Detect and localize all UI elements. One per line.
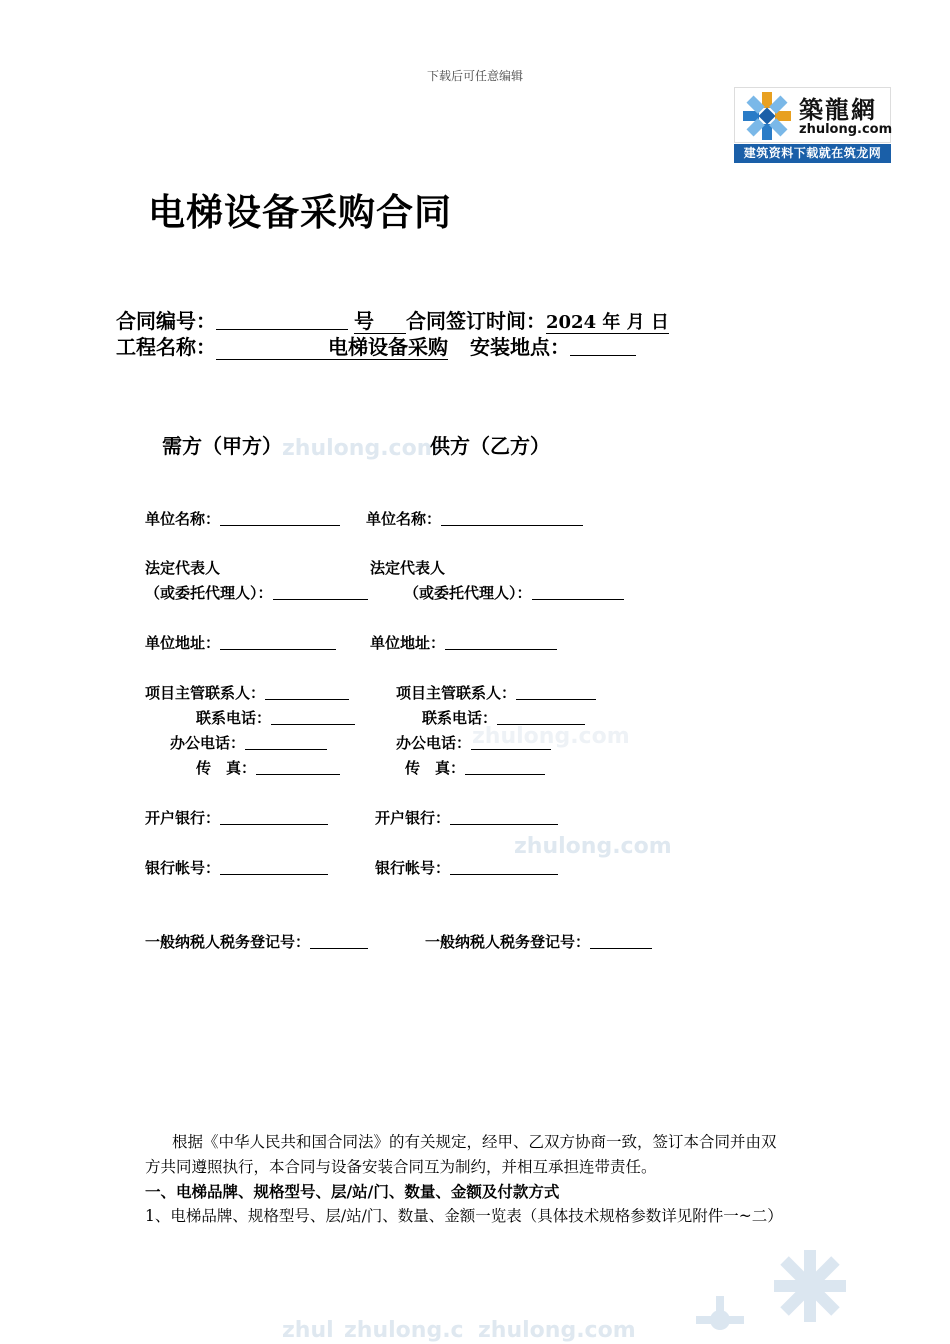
buyer-address: 单位地址： [145, 632, 336, 653]
contract-no-suffix: 号 [354, 309, 406, 334]
watermark-text: zhulong.com [514, 834, 672, 859]
seller-account: 银行帐号： [375, 857, 558, 878]
buyer-agent: （或委托代理人）： [145, 582, 368, 603]
seller-address: 单位地址： [370, 632, 557, 653]
watermark-text: zhul [282, 1318, 334, 1343]
contract-no-label: 合同编号： [116, 309, 216, 333]
watermark-logo-graphic [680, 1236, 880, 1344]
seller-fax: 传 真： [405, 757, 545, 778]
document-title: 电梯设备采购合同 [148, 190, 452, 234]
sign-time-label: 合同签订时间： [406, 309, 546, 333]
zhulong-logo [734, 87, 891, 163]
project-label: 工程名称： [116, 335, 216, 359]
watermark-text: zhulong.com [478, 1318, 636, 1343]
contract-meta-line [116, 305, 669, 334]
project-value: 电梯设备采购 [216, 335, 448, 360]
section-1-item-1: 1、电梯品牌、规格型号、层/站/门、数量、金额一览表（具体技术规格参数详见附件一~二） [145, 1207, 783, 1225]
contract-no-blank [216, 328, 348, 330]
seller-unit-name: 单位名称： [366, 508, 583, 529]
sign-time-value: 2024 年 月 日 [546, 312, 669, 333]
seller-tax-no: 一般纳税人税务登记号： [425, 931, 652, 952]
buyer-account: 银行帐号： [145, 857, 328, 878]
buyer-legal-rep: 法定代表人 [145, 559, 221, 577]
logo-chinese-text: 築龍網 [799, 95, 877, 124]
buyer-unit-name: 单位名称： [145, 508, 340, 529]
watermark-text: zhulong.c [344, 1318, 464, 1343]
buyer-fax: 传 真： [196, 757, 340, 778]
buyer-contact: 项目主管联系人： [145, 682, 349, 703]
project-meta-line [116, 331, 636, 360]
seller-contact: 项目主管联系人： [396, 682, 596, 703]
header-note: 下载后可任意编辑 [426, 69, 523, 83]
watermark-text: zhulong.com [472, 724, 630, 749]
buyer-phone: 联系电话： [196, 707, 355, 728]
seller-office-phone: 办公电话： [396, 732, 551, 753]
seller-bank: 开户银行： [375, 807, 558, 828]
buyer-bank: 开户银行： [145, 807, 328, 828]
buyer-tax-no: 一般纳税人税务登记号： [145, 931, 368, 952]
snowflake-logo-icon [737, 88, 797, 144]
logo-slogan: 建筑资料下载就在筑龙网 [734, 144, 891, 163]
seller-phone: 联系电话： [422, 707, 585, 728]
watermark-text: zhulong.com [282, 436, 440, 461]
seller-party-heading: 供方（乙方） [430, 434, 550, 458]
install-location-label: 安装地点： [470, 335, 570, 359]
intro-paragraph-line2: 方共同遵照执行，本合同与设备安装合同互为制约，并相互承担连带责任。 [145, 1158, 657, 1176]
seller-agent: （或委托代理人）： [404, 582, 624, 603]
buyer-office-phone: 办公电话： [170, 732, 327, 753]
buyer-party-heading: 需方（甲方） [162, 434, 282, 458]
section-1-heading: 一、电梯品牌、规格型号、层/站/门、数量、金额及付款方式 [145, 1182, 560, 1201]
install-location-blank [570, 354, 636, 356]
intro-paragraph-line1: 根据《中华人民共和国合同法》的有关规定，经甲、乙双方协商一致，签订本合同并由双 [172, 1133, 777, 1151]
seller-legal-rep: 法定代表人 [370, 559, 446, 577]
logo-english-text: zhulong.com [799, 122, 893, 137]
